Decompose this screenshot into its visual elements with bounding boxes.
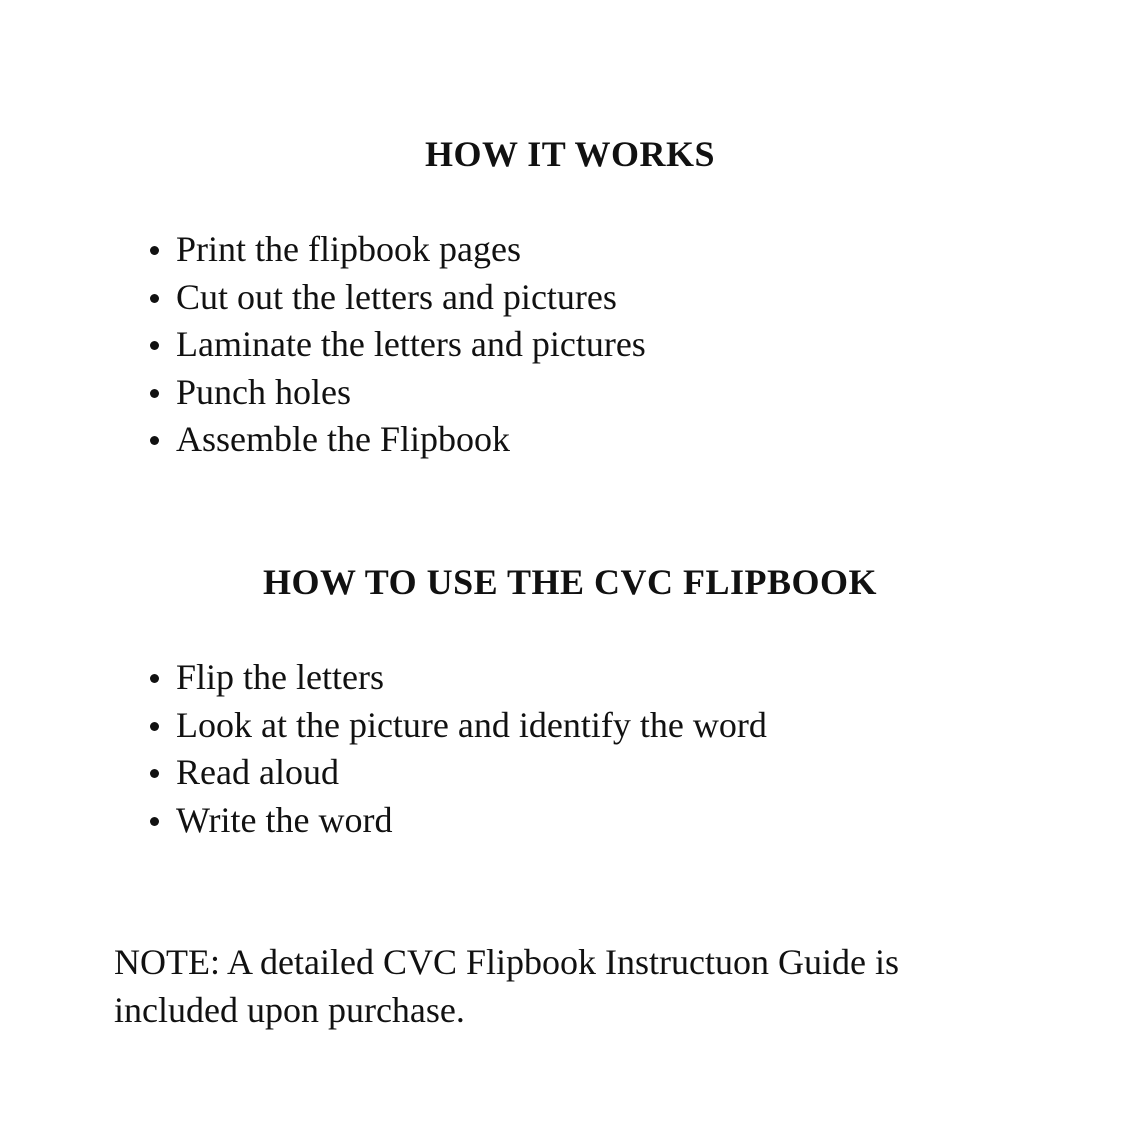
note-line-2: included upon purchase. (114, 990, 465, 1030)
list-item-text: Flip the letters (176, 657, 384, 697)
note-line-1: NOTE: A detailed CVC Flipbook Instructuon Guide is (114, 942, 899, 982)
list-item-text: Print the flipbook pages (176, 229, 521, 269)
list-item (148, 797, 767, 845)
list-item (148, 654, 767, 702)
bullet-icon (150, 246, 159, 255)
list-item-text: Laminate the letters and pictures (176, 324, 646, 364)
list-item-text: Look at the picture and identify the word (176, 704, 767, 745)
bullet-icon (150, 817, 159, 826)
how-to-use-list (148, 654, 767, 844)
list-item-text: Assemble the Flipbook (176, 419, 510, 459)
list-item (148, 749, 767, 797)
bullet-icon (150, 674, 159, 683)
list-item-text: Read aloud (176, 752, 339, 792)
bullet-icon (150, 294, 159, 303)
list-item-text: Cut out the letters and pictures (176, 276, 617, 317)
how-it-works-list (148, 226, 646, 464)
list-item (148, 416, 646, 464)
bullet-icon (150, 722, 159, 731)
bullet-icon (150, 341, 159, 350)
list-item (148, 274, 646, 322)
list-item (148, 702, 767, 750)
list-item (148, 369, 646, 417)
bullet-icon (150, 389, 159, 398)
list-item-text: Write the word (176, 799, 393, 840)
list-item (148, 226, 646, 274)
list-item-text: Punch holes (176, 371, 351, 412)
how-it-works-heading: HOW IT WORKS (424, 134, 716, 174)
bullet-icon (150, 769, 159, 778)
how-to-use-heading: HOW TO USE THE CVC FLIPBOOK (263, 562, 877, 602)
purchase-note (114, 938, 994, 1034)
bullet-icon (150, 436, 159, 445)
list-item (148, 321, 646, 369)
